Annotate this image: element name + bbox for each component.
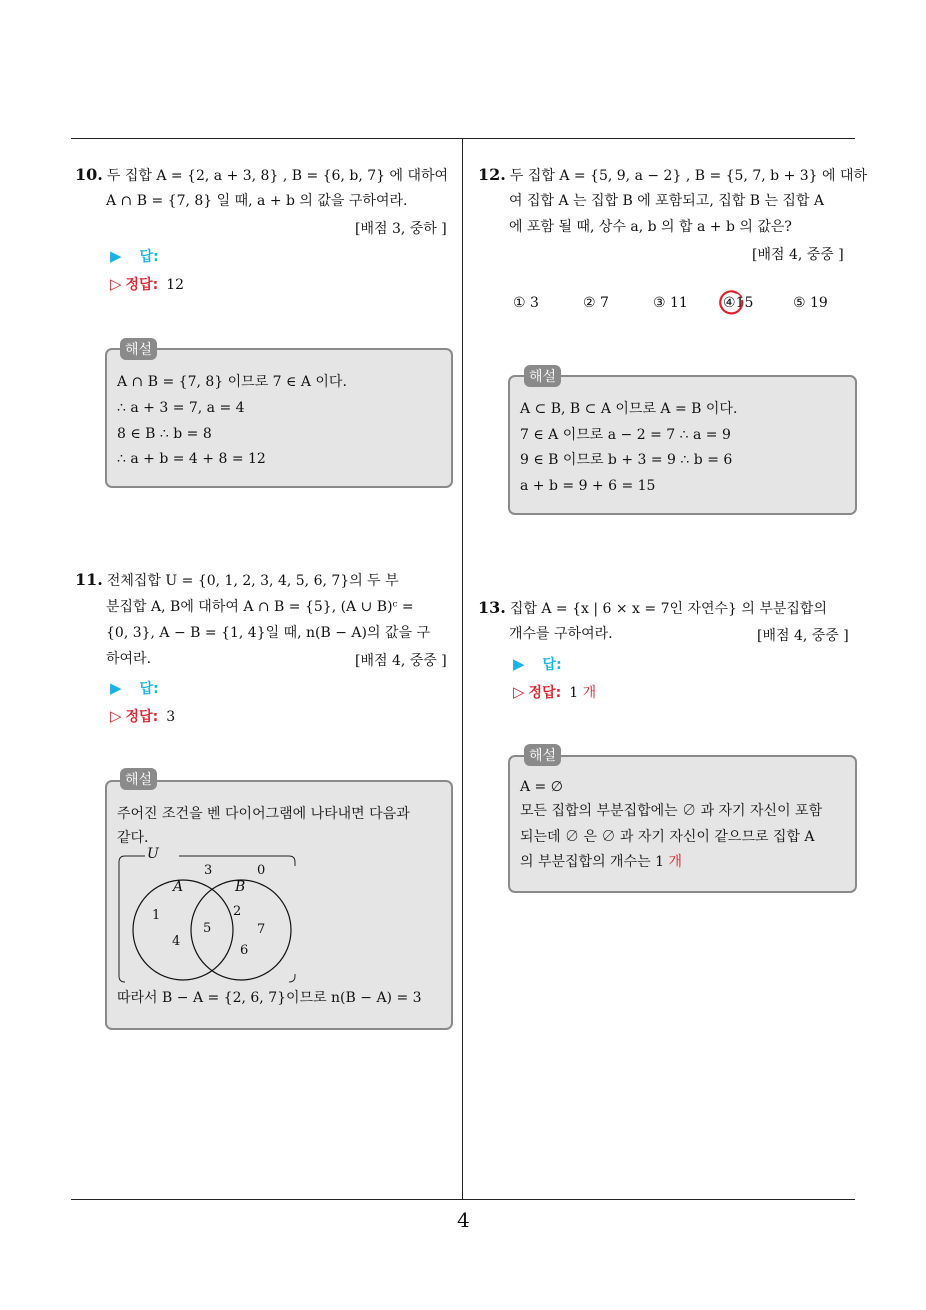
universe-frame (119, 856, 145, 982)
q13-answer-row: ▶ 답: (513, 655, 562, 673)
venn-b-only-3: 6 (240, 943, 249, 958)
venn-a-only-1: 1 (152, 908, 161, 923)
q10-number: 10. (75, 165, 103, 184)
q11-line-4: 하여라. (106, 651, 152, 667)
q13-solution-last: 의 부분집합의 개수는 1 개 (520, 854, 682, 870)
top-rule (71, 138, 855, 139)
q13-correct-row: ▷ 정답: 1 개 (513, 683, 597, 701)
q12-line-3: 에 포함 될 때, 상수 a, b 의 합 a + b 의 값은? (509, 219, 792, 235)
q13-solution-tag: 해설 (524, 744, 561, 766)
q13-line-1: 13. 집합 A = {x | 6 × x = 7인 자연수} 의 부분집합의 (478, 598, 827, 617)
q12-line-2: 여 집합 A 는 집합 B 에 포함되고, 집합 B 는 집합 A (509, 193, 825, 209)
correct-triangle-icon: ▷ (513, 683, 525, 701)
q12-solution-box: A ⊂ B, B ⊂ A 이므로 A = B 이다. 7 ∈ A 이므로 a − 2 = 7 ∴ a = 9 9 ∈ B 이므로 b + 3 = 9 ∴ b = 6 a + b = 9 + 6 = 15 (508, 375, 857, 515)
q12-choice-3[interactable]: ③ 11 (653, 295, 688, 311)
q11-number: 11. (75, 570, 103, 589)
q12-solution-tag: 해설 (524, 365, 561, 387)
q13-solution-box: A = ∅ 모든 집합의 부분집합에는 ∅ 과 자기 자신이 포함 되는데 ∅ 은 ∅ 과 자기 자신이 같으므로 집합 A 의 부분집합의 개수는 1 개 (508, 755, 857, 893)
venn-a-only-2: 4 (172, 934, 181, 949)
q10-score: [배점 3, 중하 ] (355, 221, 447, 237)
q11-solution-box: 주어진 조건을 벤 다이어그램에 나타내면 다음과 같다. U A B 3 0 1 4 5 2 7 6 따라서 B − A = {2, 6, 7}이므로 n(B − A) = 3 (105, 780, 453, 1030)
q10-correct-value: 12 (166, 277, 185, 293)
column-divider (462, 138, 463, 1200)
correct-triangle-icon: ▷ (110, 275, 122, 293)
q11-line-1: 11. 전체집합 U = {0, 1, 2, 3, 4, 5, 6, 7}의 두 부 (75, 570, 399, 589)
set-a-circle (133, 880, 233, 980)
q12-line-1: 12. 두 집합 A = {5, 9, a − 2} , B = {5, 7, b + 3} 에 대하 (478, 165, 868, 184)
q12-choice-4[interactable]: ④15 (723, 295, 754, 311)
q12-choice-1[interactable]: ① 3 (513, 295, 539, 311)
q10-solution-tag: 해설 (120, 338, 157, 360)
q10-answer-row: ▶ 답: (110, 247, 159, 265)
venn-universe-label: U (147, 846, 159, 862)
answer-triangle-icon: ▶ (110, 679, 122, 697)
q11-score: [배점 4, 중중 ] (355, 653, 447, 669)
venn-set-b-label: B (235, 879, 246, 895)
q12-choice-5[interactable]: ⑤ 19 (793, 295, 828, 311)
q13-correct-value: 1 (569, 685, 579, 701)
answer-triangle-icon: ▶ (110, 247, 122, 265)
venn-b-only-1: 2 (233, 904, 242, 919)
q10-line-1: 10. 두 집합 A = {2, a + 3, 8} , B = {6, b, 7} 에 대하여 (75, 165, 449, 184)
q13-score: [배점 4, 중중 ] (757, 628, 849, 644)
q10-line-2: A ∩ B = {7, 8} 일 때, a + b 의 값을 구하여라. (106, 193, 408, 209)
bottom-rule (71, 1199, 855, 1200)
q11-correct-value: 3 (166, 709, 176, 725)
q12-choice-2[interactable]: ② 7 (583, 295, 609, 311)
correct-choice-circle-icon (717, 288, 747, 318)
q12-score: [배점 4, 중중 ] (752, 247, 844, 263)
correct-triangle-icon: ▷ (110, 707, 122, 725)
q10-correct-row: ▷ 정답: 12 (110, 275, 185, 293)
q11-line-3: {0, 3}, A − B = {1, 4}일 때, n(B − A)의 값을 구 (106, 625, 430, 641)
page-number: 4 (457, 1208, 470, 1232)
venn-set-a-label: A (173, 879, 184, 895)
venn-outside-2: 0 (257, 863, 266, 878)
q11-answer-row: ▶ 답: (110, 679, 159, 697)
q11-correct-row: ▷ 정답: 3 (110, 707, 176, 725)
venn-both: 5 (203, 921, 212, 936)
q13-line-2: 개수를 구하여라. (509, 626, 613, 642)
answer-triangle-icon: ▶ (513, 655, 525, 673)
q12-number: 12. (478, 165, 506, 184)
q10-solution-box: A ∩ B = {7, 8} 이므로 7 ∈ A 이다. ∴ a + 3 = 7, a = 4 8 ∈ B ∴ b = 8 ∴ a + b = 4 + 8 = 12 (105, 348, 453, 488)
q11-line-2: 분집합 A, B에 대하여 A ∩ B = {5}, (A ∪ B)ᶜ = (106, 599, 414, 615)
q13-number: 13. (478, 598, 506, 617)
q13-correct-unit: 개 (582, 685, 597, 701)
q11-solution-tag: 해설 (120, 768, 157, 790)
venn-b-only-2: 7 (257, 922, 266, 937)
venn-outside-1: 3 (204, 863, 213, 878)
